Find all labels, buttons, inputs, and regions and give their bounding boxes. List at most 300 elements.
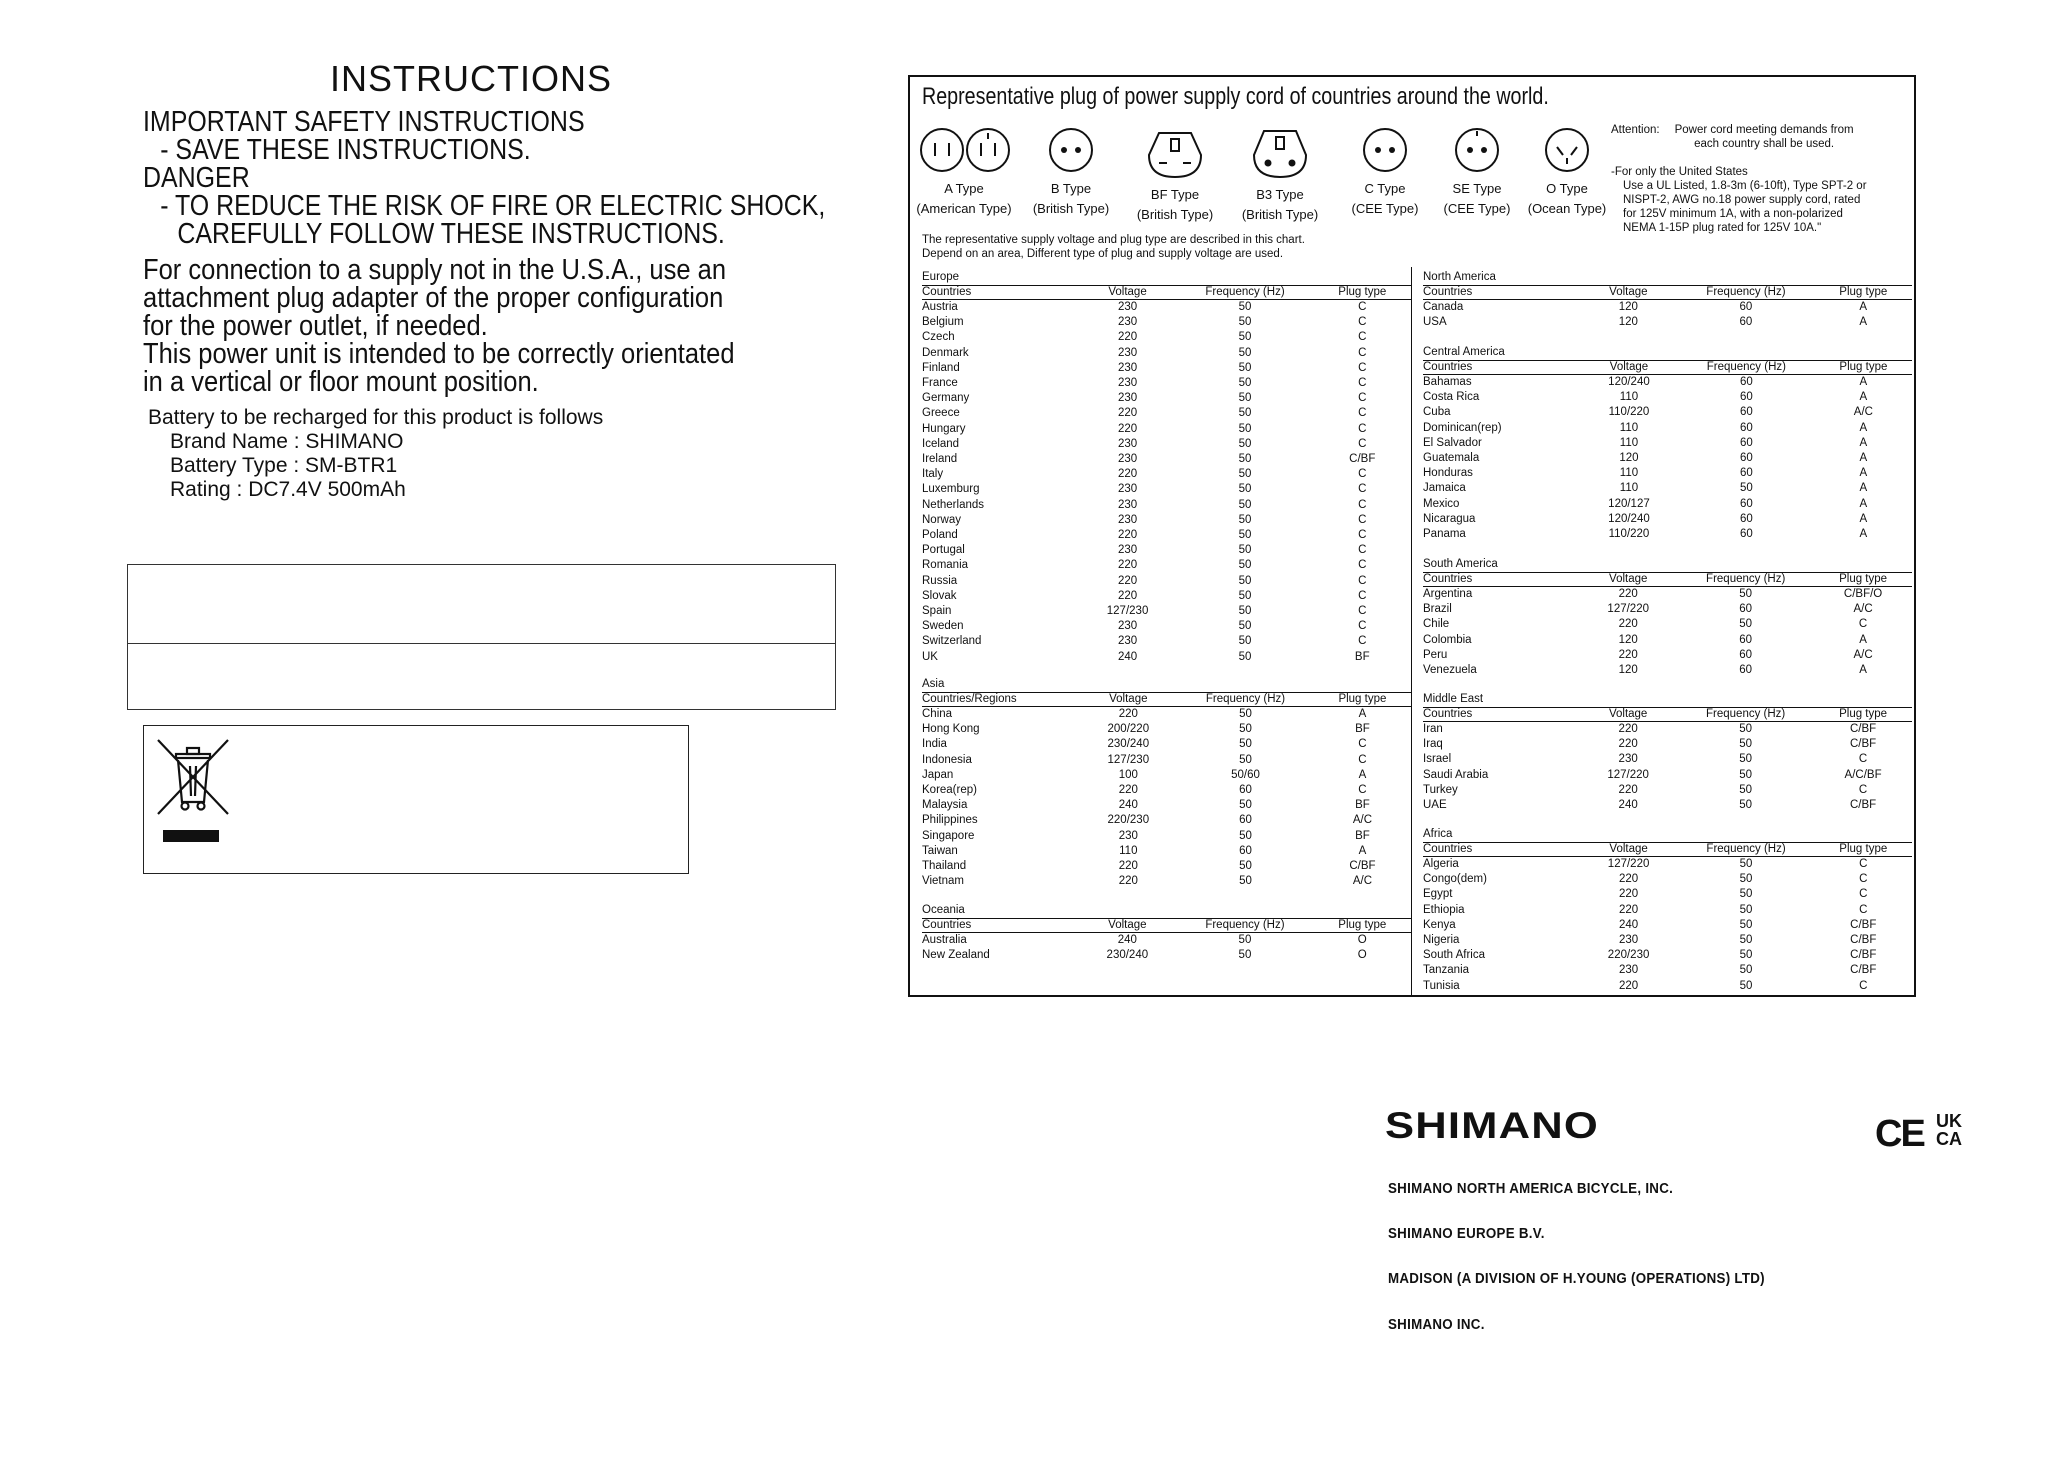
country-cell: Colombia <box>1423 633 1472 646</box>
table-row <box>922 513 1411 528</box>
table-row <box>922 528 1411 543</box>
frequency-cell: 50 <box>1739 858 1753 870</box>
voltage-cell: 220 <box>1118 875 1138 888</box>
frequency-cell: 60 <box>1739 467 1753 480</box>
voltage-cell: 240 <box>1618 799 1638 812</box>
safety-line: - TO REDUCE THE RISK OF FIRE OR ELECTRIC SHOCK, <box>160 190 826 222</box>
plug-type-cell: C <box>1858 783 1868 796</box>
note-line: The representative supply voltage and plug type are described in this chart. <box>922 234 1305 246</box>
frequency-cell: 50 <box>1739 873 1753 886</box>
table-row <box>1423 979 1912 994</box>
frequency-cell: 60 <box>1739 648 1753 661</box>
table-row <box>922 798 1411 813</box>
company-name: SHIMANO NORTH AMERICA BICYCLE, INC. <box>1388 1181 1674 1197</box>
country-cell: Austria <box>922 301 958 313</box>
country-cell: Argentina <box>1423 588 1473 600</box>
country-cell: Bahamas <box>1423 376 1472 388</box>
table-row <box>922 482 1411 497</box>
voltage-cell: 230 <box>1117 544 1138 557</box>
country-cell: Iran <box>1423 723 1443 735</box>
plug-type-cell: C/BF <box>1850 949 1877 962</box>
frequency-cell: 50 <box>1238 316 1252 329</box>
voltage-cell: 220 <box>1118 860 1138 873</box>
table-row <box>922 346 1411 361</box>
region-south-america <box>1423 557 1912 678</box>
header-country: Countries <box>1423 361 1580 375</box>
voltage-cell: 127/230 <box>1106 605 1149 618</box>
voltage-cell: 220 <box>1117 559 1138 572</box>
frequency-cell: 50 <box>1739 918 1753 931</box>
frequency-cell: 60 <box>1739 528 1753 541</box>
voltage-cell: 240 <box>1619 918 1639 931</box>
table-row <box>922 498 1411 513</box>
table-row <box>922 467 1411 482</box>
frequency-cell: 60 <box>1739 376 1753 388</box>
header-frequency: Frequency (Hz) <box>1678 361 1815 375</box>
table-row <box>922 589 1411 604</box>
voltage-cell: 230 <box>1117 377 1138 390</box>
plug-type-label: BF Type <box>1150 187 1200 202</box>
safety-line: IMPORTANT SAFETY INSTRUCTIONS <box>143 106 585 138</box>
plug-type-cell: A <box>1859 376 1868 388</box>
battery-line: Battery to be recharged for this product is follows <box>148 406 604 429</box>
table-row <box>922 650 1411 665</box>
plug-type-cell: C <box>1859 858 1868 870</box>
country-cell: Kenya <box>1423 918 1456 931</box>
voltage-cell: 220 <box>1619 888 1639 901</box>
us-note-line: NEMA 1-15P plug rated for 125V 10A." <box>1623 222 1822 234</box>
frequency-cell: 50 <box>1739 723 1753 735</box>
voltage-cell: 220 <box>1117 574 1138 587</box>
table-row <box>1423 722 1912 738</box>
header-plug-type: Plug type <box>1814 573 1912 587</box>
voltage-cell: 110/220 <box>1608 528 1650 541</box>
country-cell: Switzerland <box>922 635 982 648</box>
voltage-cell: 220 <box>1117 589 1138 602</box>
frequency-cell: 50 <box>1739 738 1753 751</box>
header-country: Countries <box>1423 286 1579 300</box>
table-row <box>1423 768 1912 783</box>
frequency-cell: 60 <box>1239 844 1252 857</box>
plug-type-label: O Type <box>1546 181 1588 196</box>
box-divider <box>128 643 835 644</box>
plug-type-cell: C <box>1358 529 1367 542</box>
frequency-cell: 50 <box>1238 453 1252 466</box>
plug-type-label: B3 Type <box>1256 187 1304 202</box>
frequency-cell: 50 <box>1238 468 1252 481</box>
country-cell: Czech <box>922 331 955 344</box>
header-voltage: Voltage <box>1078 919 1176 933</box>
country-cell: Honduras <box>1423 467 1473 480</box>
header-voltage: Voltage <box>1579 286 1677 300</box>
frequency-cell: 50 <box>1238 605 1252 618</box>
svg-text:SHIMANO: SHIMANO <box>1385 1108 1599 1142</box>
table-row <box>1423 451 1912 466</box>
country-cell: Saudi Arabia <box>1423 768 1489 781</box>
table-row <box>922 768 1411 783</box>
header-voltage: Voltage <box>1079 693 1177 707</box>
voltage-cell: 120/240 <box>1608 512 1650 525</box>
voltage-cell: 220 <box>1117 407 1138 420</box>
plug-type-cell: C/BF <box>1349 453 1376 466</box>
voltage-cell: 230/240 <box>1107 738 1150 751</box>
plug-type-cell: O <box>1357 949 1367 962</box>
battery-info <box>148 406 603 502</box>
header-country: Countries <box>922 919 1078 933</box>
voltage-cell: 230 <box>1117 483 1138 496</box>
header-country: Countries <box>1423 708 1579 722</box>
us-note-line: Use a UL Listed, 1.8-3m (6-10ft), Type SPT-2 or <box>1623 180 1867 192</box>
plug-b3-icon <box>1250 125 1310 181</box>
notice-line: attachment plug adapter of the proper configuration <box>143 282 724 314</box>
region-table <box>1423 360 1912 542</box>
plug-type-cell: C/BF <box>1349 860 1376 873</box>
voltage-cell: 127/220 <box>1607 768 1649 781</box>
frequency-cell: 50 <box>1238 437 1252 450</box>
frequency-cell: 50 <box>1739 482 1753 495</box>
plug-c-icon <box>1360 125 1410 175</box>
voltage-cell: 110 <box>1619 421 1639 434</box>
table-row <box>922 813 1411 828</box>
crossed-bin-icon <box>154 736 234 846</box>
usa-connection-notice <box>143 256 735 396</box>
plug-type-cell: C <box>1358 544 1367 557</box>
battery-line: Battery Type : SM-BTR1 <box>170 454 398 477</box>
plug-type-cell: A <box>1358 708 1367 720</box>
table-row <box>922 722 1411 737</box>
country-cell: Luxemburg <box>922 483 980 496</box>
table-header-row <box>1423 361 1912 375</box>
region-europe <box>922 270 1411 665</box>
country-cell: Guatemala <box>1423 452 1480 465</box>
plug-type-cell: C <box>1859 979 1868 992</box>
table-row <box>1423 300 1912 316</box>
table-row <box>922 604 1411 619</box>
plug-type-cell: C <box>1358 468 1367 481</box>
country-cell: Dominican(rep) <box>1423 421 1502 434</box>
plug-type-cell: C <box>1358 392 1367 405</box>
table-row <box>1423 375 1912 391</box>
voltage-cell: 220 <box>1117 422 1138 435</box>
table-row <box>922 874 1411 889</box>
table-row <box>1423 963 1912 978</box>
table-row <box>1423 872 1912 887</box>
plug-type-cell: A <box>1859 391 1868 404</box>
voltage-cell: 230 <box>1117 346 1138 359</box>
voltage-cell: 120/240 <box>1608 376 1650 388</box>
frequency-cell: 50 <box>1238 620 1252 633</box>
country-cell: Belgium <box>922 316 964 329</box>
voltage-cell: 230 <box>1117 392 1138 405</box>
plug-type-cell: C <box>1358 377 1367 390</box>
plug-type-cell: A/C <box>1853 603 1873 616</box>
plug-type-cell: A <box>1859 436 1868 449</box>
country-cell: Italy <box>922 468 944 481</box>
us-note-line: NISPT-2, AWG no.18 power supply cord, rated <box>1623 194 1861 206</box>
plug-type-cell: A <box>1859 452 1868 465</box>
voltage-cell: 220 <box>1118 708 1138 720</box>
country-cell: Taiwan <box>922 844 958 857</box>
frequency-cell: 50 <box>1739 949 1753 962</box>
voltage-cell: 240 <box>1117 934 1137 946</box>
plug-type-cell: A <box>1859 421 1868 434</box>
region-table <box>1423 707 1912 813</box>
region-north-america <box>1423 270 1912 330</box>
header-voltage: Voltage <box>1579 573 1677 587</box>
plug-type-cell: C <box>1358 407 1367 420</box>
country-cell: Poland <box>922 529 958 542</box>
voltage-cell: 220 <box>1618 618 1638 631</box>
safety-line: CAREFULLY FOLLOW THESE INSTRUCTIONS. <box>177 218 725 250</box>
voltage-cell: 127/220 <box>1607 858 1650 870</box>
table-row <box>1423 918 1912 933</box>
frequency-cell: 50 <box>1739 903 1753 916</box>
frequency-cell: 60 <box>1739 436 1753 449</box>
frequency-cell: 50 <box>1239 723 1252 736</box>
battery-line: Brand Name : SHIMANO <box>170 430 404 453</box>
plug-type-cell: C <box>1358 738 1367 751</box>
voltage-cell: 110 <box>1119 844 1138 857</box>
safety-line: - SAVE THESE INSTRUCTIONS. <box>160 134 531 166</box>
header-voltage: Voltage <box>1079 286 1177 300</box>
plug-type-cell: C/BF <box>1850 934 1877 947</box>
ce-mark: CE <box>1875 1113 1924 1155</box>
table-header-row <box>922 286 1411 300</box>
region-name: Asia <box>922 678 945 690</box>
country-cell: Brazil <box>1423 603 1452 616</box>
table-row <box>922 707 1411 723</box>
plug-type-cell: A <box>1859 301 1868 313</box>
header-plug-type: Plug type <box>1314 919 1411 933</box>
header-frequency: Frequency (Hz) <box>1677 286 1814 300</box>
country-cell: Finland <box>922 361 960 374</box>
country-cell: Singapore <box>922 829 975 842</box>
notice-line: for the power outlet, if needed. <box>143 310 488 342</box>
frequency-cell: 60 <box>1739 301 1753 313</box>
plug-type-cell: C <box>1859 903 1868 916</box>
table-row <box>1423 933 1912 948</box>
frequency-cell: 50 <box>1238 331 1252 344</box>
country-cell: USA <box>1423 316 1447 329</box>
plug-type-label: B Type <box>1050 181 1092 196</box>
country-cell: Malaysia <box>922 799 968 812</box>
header-plug-type: Plug type <box>1314 693 1411 707</box>
plug-type-desc: (Ocean Type) <box>1527 201 1607 216</box>
frequency-cell: 50 <box>1739 799 1753 812</box>
region-asia <box>922 677 1411 889</box>
voltage-cell: 230 <box>1117 361 1138 374</box>
country-cell: Australia <box>922 934 967 946</box>
frequency-cell: 50 <box>1238 650 1252 663</box>
plug-b3 <box>1230 125 1330 225</box>
region-oceania <box>922 903 1411 963</box>
table-row <box>1423 390 1912 405</box>
frequency-cell: 50 <box>1239 860 1252 873</box>
table-row <box>1423 887 1912 902</box>
country-cell: Tunisia <box>1423 979 1460 992</box>
us-note-line: -For only the United States <box>1611 166 1748 178</box>
voltage-cell: 120 <box>1618 301 1638 313</box>
table-row <box>1423 617 1912 632</box>
voltage-cell: 127/230 <box>1107 753 1150 766</box>
country-cell: Chile <box>1423 618 1450 631</box>
attention-label: Attention: <box>1611 124 1660 136</box>
notice-line: in a vertical or floor mount position. <box>143 366 539 398</box>
voltage-cell: 120 <box>1619 452 1639 465</box>
region-middle-east <box>1423 692 1912 813</box>
table-row <box>922 437 1411 452</box>
frequency-cell: 60 <box>1739 316 1753 329</box>
region-name: South America <box>1423 558 1498 570</box>
frequency-cell: 50 <box>1739 964 1753 977</box>
table-row <box>1423 903 1912 918</box>
us-note-line: for 125V minimum 1A, with a non-polarized <box>1623 208 1843 220</box>
frequency-cell: 60 <box>1739 391 1753 404</box>
table-row <box>922 315 1411 330</box>
plug-type-desc: (British Type) <box>1032 201 1110 216</box>
voltage-cell: 230 <box>1117 453 1138 466</box>
header-plug-type: Plug type <box>1815 286 1912 300</box>
table-row <box>1423 481 1912 496</box>
table-row <box>1423 648 1912 663</box>
table-row <box>922 829 1411 844</box>
country-cell: Algeria <box>1423 858 1459 870</box>
frequency-cell: 50 <box>1238 513 1252 526</box>
frequency-cell: 50 <box>1739 979 1753 992</box>
table-row <box>922 406 1411 421</box>
plug-type-cell: A <box>1859 467 1868 480</box>
country-cell: South Africa <box>1423 949 1486 962</box>
plug-a <box>914 125 1014 219</box>
header-country: Countries <box>1423 843 1580 857</box>
frequency-cell: 50 <box>1238 934 1252 946</box>
plug-type-cell: BF <box>1354 650 1370 663</box>
frequency-cell: 50 <box>1238 422 1252 435</box>
table-row <box>922 574 1411 589</box>
country-cell: Canada <box>1423 301 1464 313</box>
table-row <box>922 844 1411 859</box>
plug-type-cell: BF <box>1355 829 1370 842</box>
company-name: SHIMANO INC. <box>1388 1317 1485 1333</box>
ukca-top: UK <box>1936 1111 1962 1131</box>
plug-type-cell: C <box>1358 635 1367 648</box>
plug-type-cell: C <box>1858 618 1868 631</box>
voltage-cell: 220/230 <box>1607 949 1650 962</box>
table-row <box>1423 587 1912 603</box>
country-cell: Greece <box>922 407 960 420</box>
company-name: MADISON (A DIVISION OF H.YOUNG (OPERATIONS) LTD) <box>1388 1271 1765 1287</box>
voltage-cell: 220 <box>1118 784 1138 797</box>
voltage-cell: 220 <box>1618 648 1638 661</box>
table-header-row <box>1423 286 1912 300</box>
country-cell: Romania <box>922 559 969 572</box>
voltage-cell: 110 <box>1619 436 1639 449</box>
frequency-cell: 50 <box>1238 559 1252 572</box>
voltage-cell: 230 <box>1117 635 1138 648</box>
plug-type-cell: C <box>1858 753 1868 766</box>
country-cell: Hong Kong <box>922 723 980 736</box>
country-cell: Mexico <box>1423 497 1460 510</box>
country-cell: Thailand <box>922 860 967 873</box>
voltage-cell: 230 <box>1619 964 1639 977</box>
plug-type-cell: A/C <box>1352 875 1372 888</box>
country-cell: Denmark <box>922 346 969 359</box>
table-row <box>922 859 1411 874</box>
plug-type-cell: C <box>1358 301 1367 313</box>
plug-type-cell: C/BF <box>1849 738 1877 751</box>
region-central-america <box>1423 345 1912 542</box>
frequency-cell: 50 <box>1238 529 1252 542</box>
plug-type-cell: A/C <box>1352 814 1372 827</box>
header-frequency: Frequency (Hz) <box>1177 693 1314 707</box>
frequency-cell: 50 <box>1238 544 1252 557</box>
country-cell: Panama <box>1423 528 1466 541</box>
shimano-logo <box>1385 1108 1603 1142</box>
country-cell: UK <box>922 650 938 663</box>
region-table <box>922 285 1411 665</box>
plug-se <box>1427 125 1527 219</box>
table-header-row <box>922 693 1411 707</box>
safety-line: DANGER <box>143 162 250 194</box>
frequency-cell: 50 <box>1238 574 1252 587</box>
notice-line: For connection to a supply not in the U.S.A., use an <box>143 254 727 286</box>
header-plug-type: Plug type <box>1814 708 1912 722</box>
plug-type-cell: C <box>1358 753 1367 766</box>
table-row <box>1423 315 1912 330</box>
header-country: Countries <box>922 286 1079 300</box>
region-table <box>1423 572 1912 678</box>
plug-type-cell: C/BF <box>1849 723 1877 735</box>
voltage-cell: 230 <box>1117 316 1138 329</box>
voltage-cell: 220 <box>1618 723 1638 735</box>
voltage-cell: 120 <box>1618 664 1638 677</box>
header-country: Countries <box>1423 573 1579 587</box>
table-row <box>1423 405 1912 420</box>
frequency-cell: 50 <box>1239 875 1252 888</box>
country-cell: Philippines <box>922 814 978 827</box>
country-cell: El Salvador <box>1423 436 1482 449</box>
country-cell: UAE <box>1423 799 1447 812</box>
plug-type-cell: A/C <box>1853 648 1873 661</box>
country-cell: Vietnam <box>922 875 964 888</box>
plug-b-icon <box>1046 125 1096 175</box>
region-table <box>1423 842 1912 994</box>
voltage-cell: 230 <box>1117 498 1138 511</box>
plug-c <box>1335 125 1435 219</box>
voltage-cell: 230 <box>1618 753 1638 766</box>
table-row <box>1423 466 1912 481</box>
table-row <box>922 452 1411 467</box>
plug-type-cell: A <box>1358 844 1367 857</box>
frequency-cell: 50 <box>1238 392 1252 405</box>
table-row <box>922 634 1411 649</box>
voltage-cell: 230 <box>1118 829 1138 842</box>
frequency-cell: 50 <box>1238 589 1252 602</box>
voltage-cell: 110 <box>1619 467 1639 480</box>
plug-type-cell: C <box>1358 498 1367 511</box>
frequency-cell: 50 <box>1238 361 1252 374</box>
plug-a-icon <box>917 125 1011 175</box>
table-row <box>922 330 1411 345</box>
region-table <box>922 918 1411 963</box>
plug-type-cell: C <box>1358 422 1367 435</box>
voltage-cell: 110 <box>1619 482 1639 495</box>
plug-type-cell: C <box>1358 559 1367 572</box>
plug-type-cell: C <box>1358 620 1367 633</box>
country-cell: Congo(dem) <box>1423 873 1487 886</box>
voltage-cell: 230 <box>1117 301 1138 313</box>
frequency-cell: 50 <box>1739 934 1753 947</box>
